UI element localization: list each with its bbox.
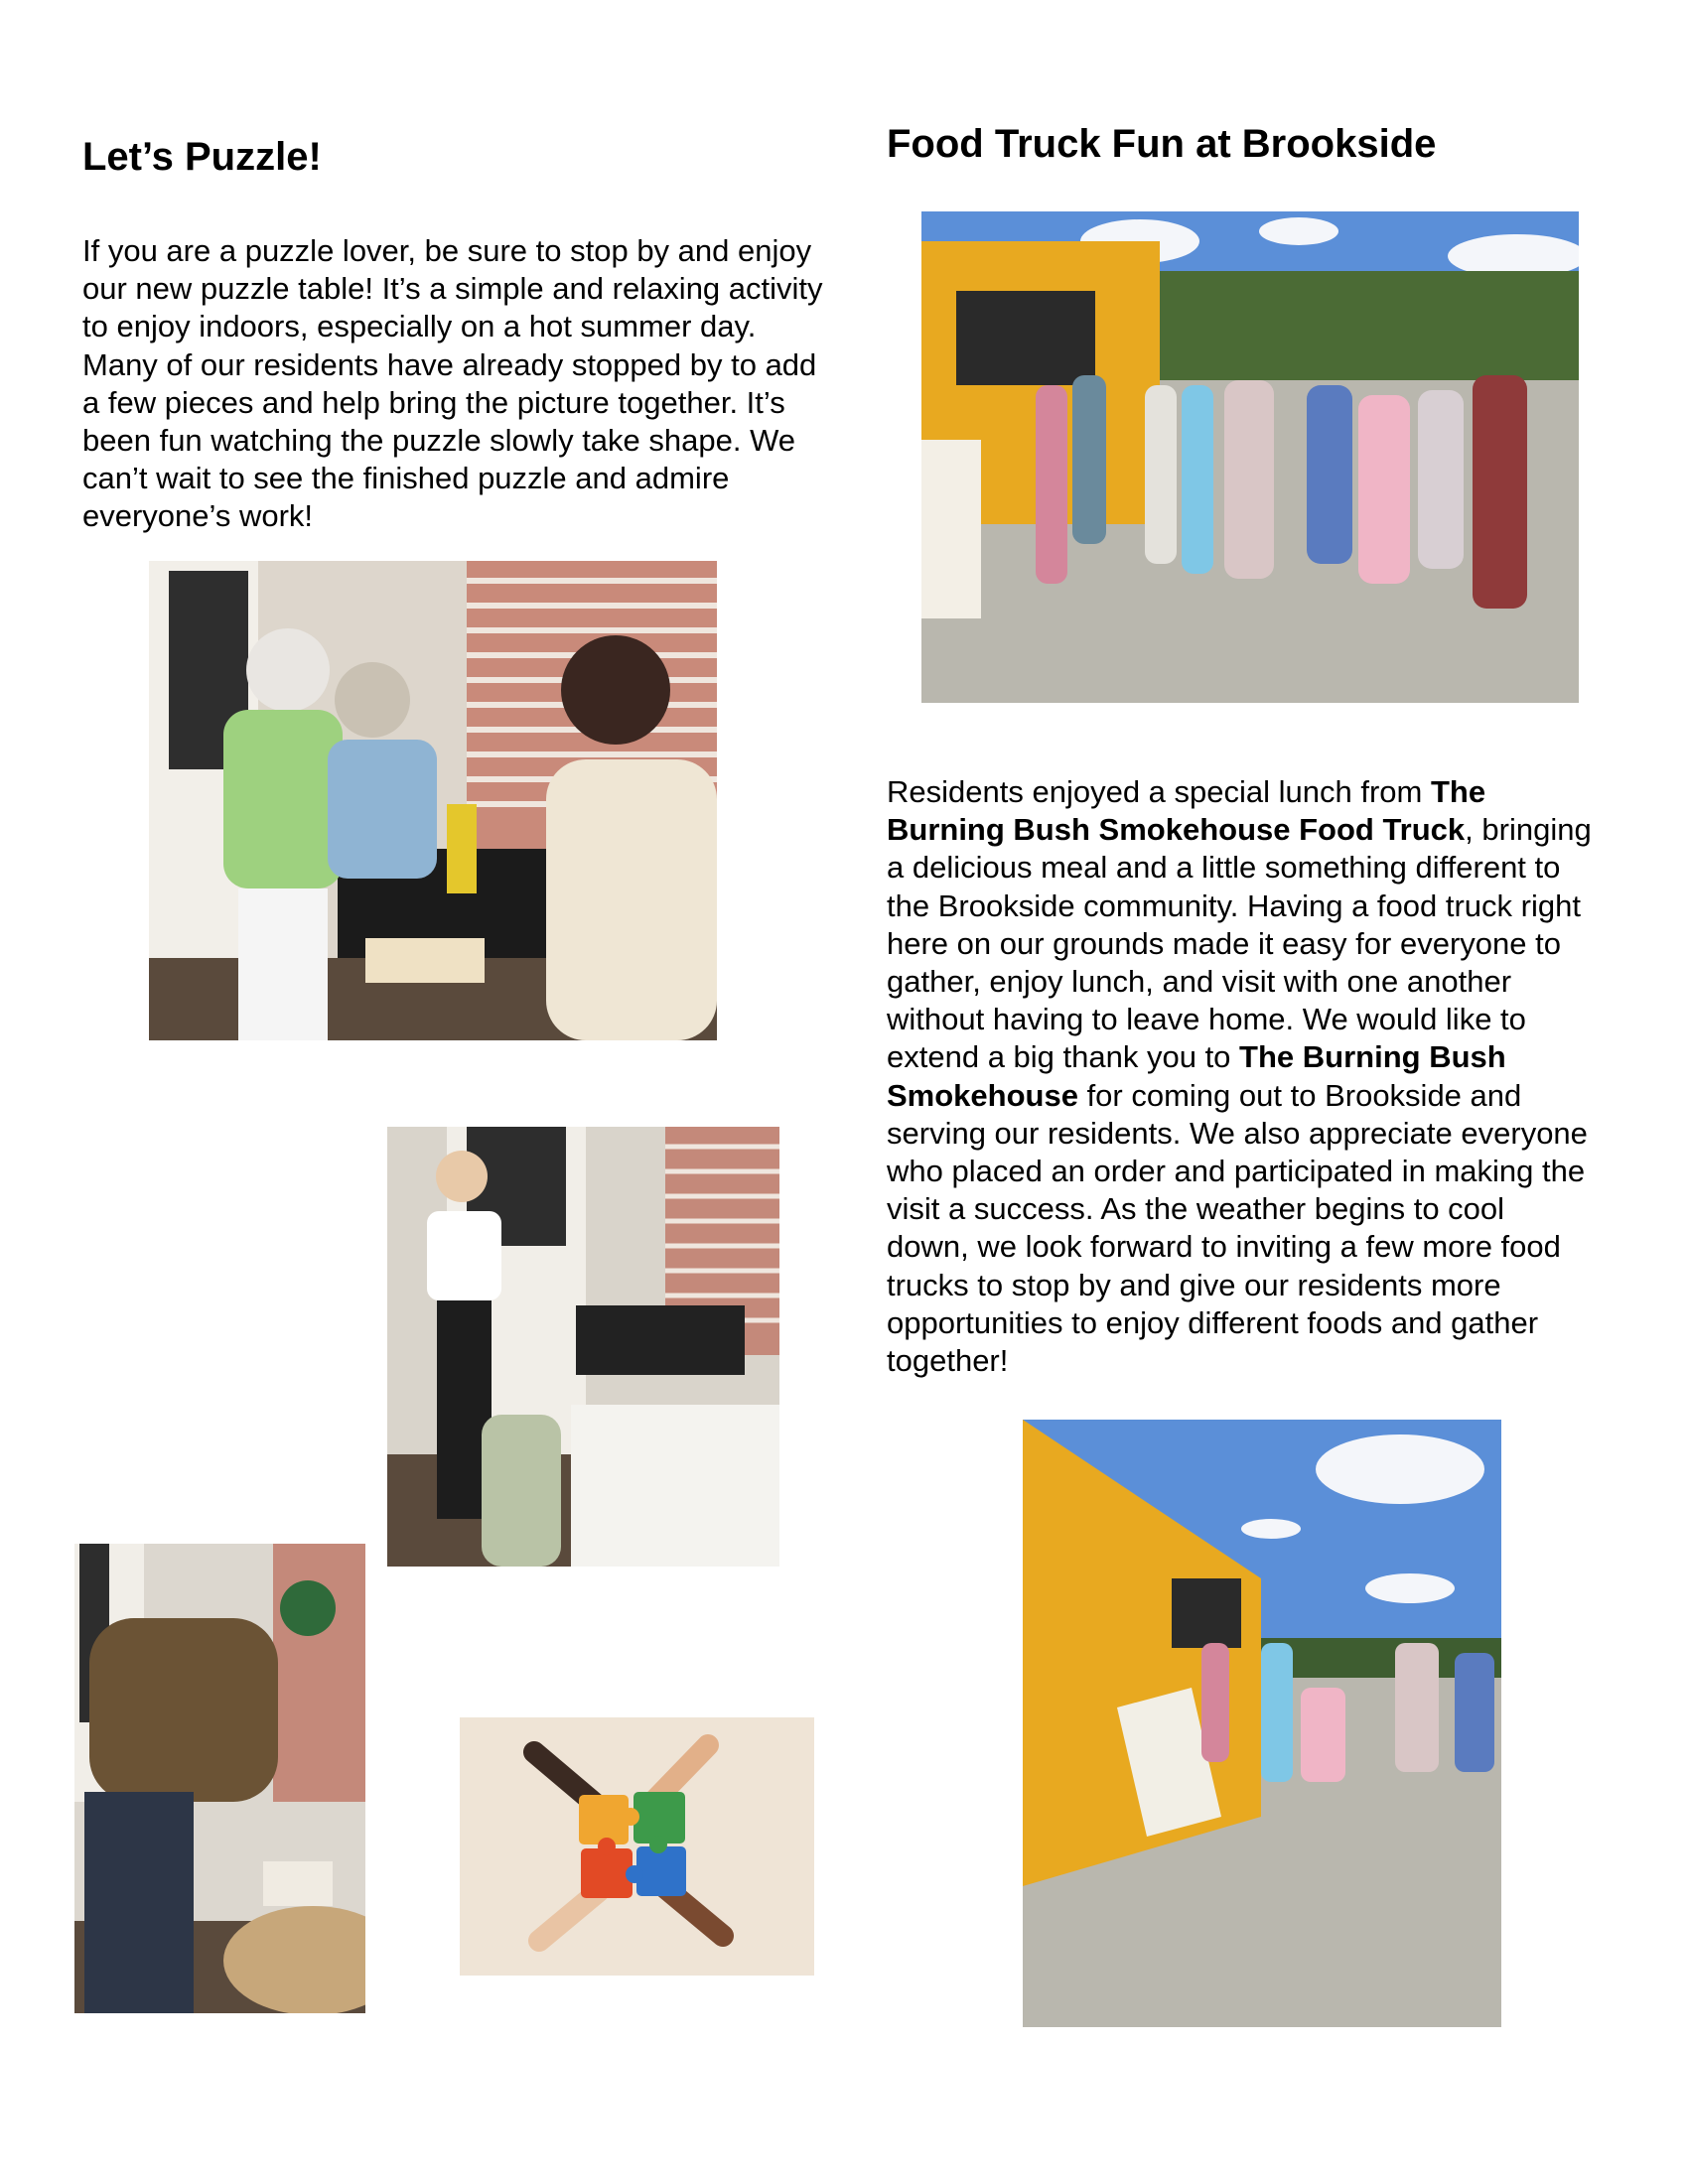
food-truck-text-part-2: , bringing a delicious meal and a little something different to the Brookside community. Having a food truck right here on our grounds made it easy for everyone to gather, enjoy lunch, and visit with one another without having to leave home. We would like to extend a big thank you to [887, 812, 1592, 1075]
puzzle-table-group-photo [149, 561, 717, 1040]
food-truck-article-body [887, 773, 1594, 1380]
food-truck-name-bold-1: The Burning Bush Smokehouse Food Truck [887, 774, 1486, 848]
food-truck-name-bold-2: The Burning Bush Smokehouse [887, 1039, 1506, 1113]
food-truck-group-photo [921, 211, 1579, 703]
food-truck-text-part-3: for coming out to Brookside and serving our residents. We also appreciate everyone who placed an order and participated in making the visit a success. As the weather begins to cool down, we look forward to inviting a few more food trucks to stop by and give our residents more opportunities to enjoy different foods and gather together! [887, 1077, 1588, 1379]
puzzle-paragraph: If you are a puzzle lover, be sure to stop by and enjoy our new puzzle table! It’s a simple and relaxing activity to enjoy indoors, especially on a hot summer day. Many of our residents have already stopped by to add a few pieces and help bring the picture together. It’s been fun watching the puzzle slowly take shape. We can’t wait to see the finished puzzle and admire everyone’s work! [82, 233, 823, 534]
puzzle-heading: Let’s Puzzle! [82, 135, 322, 179]
food-truck-paragraph [887, 773, 1594, 1380]
puzzle-woman-photo [387, 1127, 779, 1567]
food-truck-heading: Food Truck Fun at Brookside [887, 122, 1437, 166]
food-truck-line-photo [1023, 1420, 1501, 2027]
puzzle-man-photo [74, 1544, 365, 2013]
puzzle-hands-illustration [460, 1717, 814, 1976]
food-truck-text-part-1: Residents enjoyed a special lunch from [887, 774, 1431, 809]
puzzle-icon [460, 1717, 814, 1976]
puzzle-article-body [82, 232, 837, 536]
